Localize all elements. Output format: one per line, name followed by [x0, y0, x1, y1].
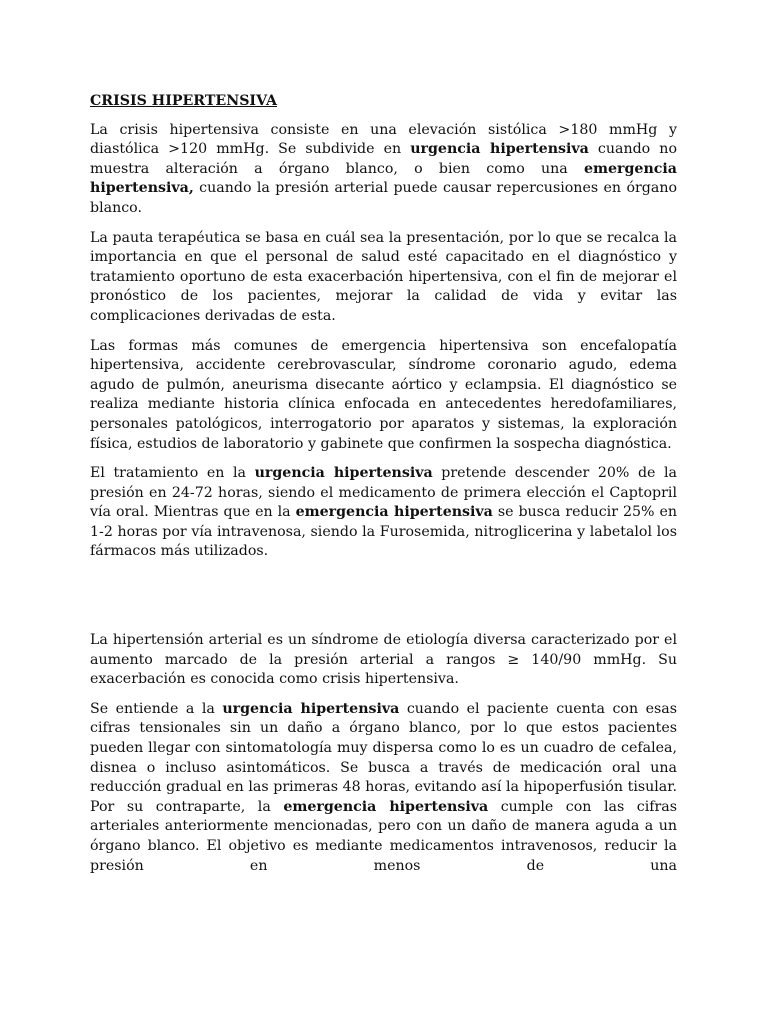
- bold-term-urgencia: urgencia hipertensiva: [222, 700, 400, 717]
- paragraph-text: El tratamiento en la: [90, 465, 255, 482]
- paragraph-text: cuando la presión arterial puede causar repercusiones en órgano blanco.: [90, 180, 677, 216]
- paragraph-text: cuando no muestra alteración a órgano blanco, o bien como una: [90, 141, 677, 177]
- paragraph-text: La crisis hipertensiva consiste en una elevación sistólica >180 mmHg y diastólica >120 mmHg. Se subdivide en: [90, 121, 677, 158]
- document-page: [90, 92, 677, 886]
- paragraph-therapeutic-guideline: La pauta terapéutica se basa en cuál sea la presentación, por lo que se recalca la importancia en que el personal de salud esté capacitado en el diagnóstico y tratamiento oportuno de esta exacerbación hipertensiva, con el fin de mejorar el pronóstico de los pacientes, mejorar la calidad de vida y evitar las complicaciones derivadas de esta.: [90, 229, 677, 324]
- paragraph-text: pretende descender 20% de la presión en 24-72 horas, siendo el medicamento de primera elección el Captopril vía oral. Mientras que en la: [90, 465, 678, 521]
- paragraph-text: Se entiende a la: [90, 700, 223, 717]
- bold-term-urgencia: urgencia hipertensiva: [254, 465, 433, 482]
- paragraph-text: cumple con las cifras arteriales anteriormente mencionadas, pero con un daño de manera aguda a un órgano blanco. El objetivo es mediante medicamentos intravenosos, reducir la presión en menos de una: [90, 798, 678, 874]
- document-title: CRISIS HIPERTENSIVA: [90, 93, 277, 109]
- bold-term-emergencia: emergencia hipertensiva,: [90, 160, 677, 197]
- bold-term-emergencia: emergencia hipertensiva: [283, 798, 489, 815]
- paragraph-common-forms: Las formas más comunes de emergencia hipertensiva son encefalopatía hipertensiva, accidente cerebrovascular, síndrome coronario agudo, edema agudo de pulmón, aneurisma disecante aórtico y eclampsia. El diagnóstico se realiza mediante historia clínica enfocada en antecedentes heredofamiliares, personales patológicos, interrogatorio por aparatos y sistemas, la exploración física, estudios de laboratorio y gabinete que confirmen la sospecha diagnóstica.: [90, 337, 677, 452]
- bold-term-emergencia: emergencia hipertensiva: [295, 504, 493, 521]
- paragraph-hypertension-definition: La hipertensión arterial es un síndrome de etiología diversa caracterizado por el aumento marcado de la presión arterial a rangos ≥ 140/90 mmHg. Su exacerbación es conocida como crisis hipertensiva.: [90, 632, 677, 688]
- paragraph-definition: [90, 121, 677, 219]
- section-gap: [90, 572, 677, 631]
- paragraph-text: cuando el paciente cuenta con esas cifras tensionales sin un daño a órgano blanco, por lo que estos pacientes pueden llegar con sintomatología muy dispersa como lo es un cuadro de cefalea, disnea o incluso asintomáticos. Se busca a través de medicación oral una reducción gradual en las primeras 48 horas, evitando así la hipoperfusión tisular. Por su contraparte, la: [90, 700, 677, 815]
- paragraph-text: se busca reducir 25% en 1-2 horas por vía intravenosa, siendo la Furosemida, nitroglicerina y labetalol los fármacos más utilizados.: [90, 504, 677, 560]
- paragraph-treatment: [90, 464, 677, 562]
- paragraph-urgency-vs-emergency: [90, 700, 677, 876]
- bold-term-urgencia: urgencia hipertensiva: [410, 141, 589, 158]
